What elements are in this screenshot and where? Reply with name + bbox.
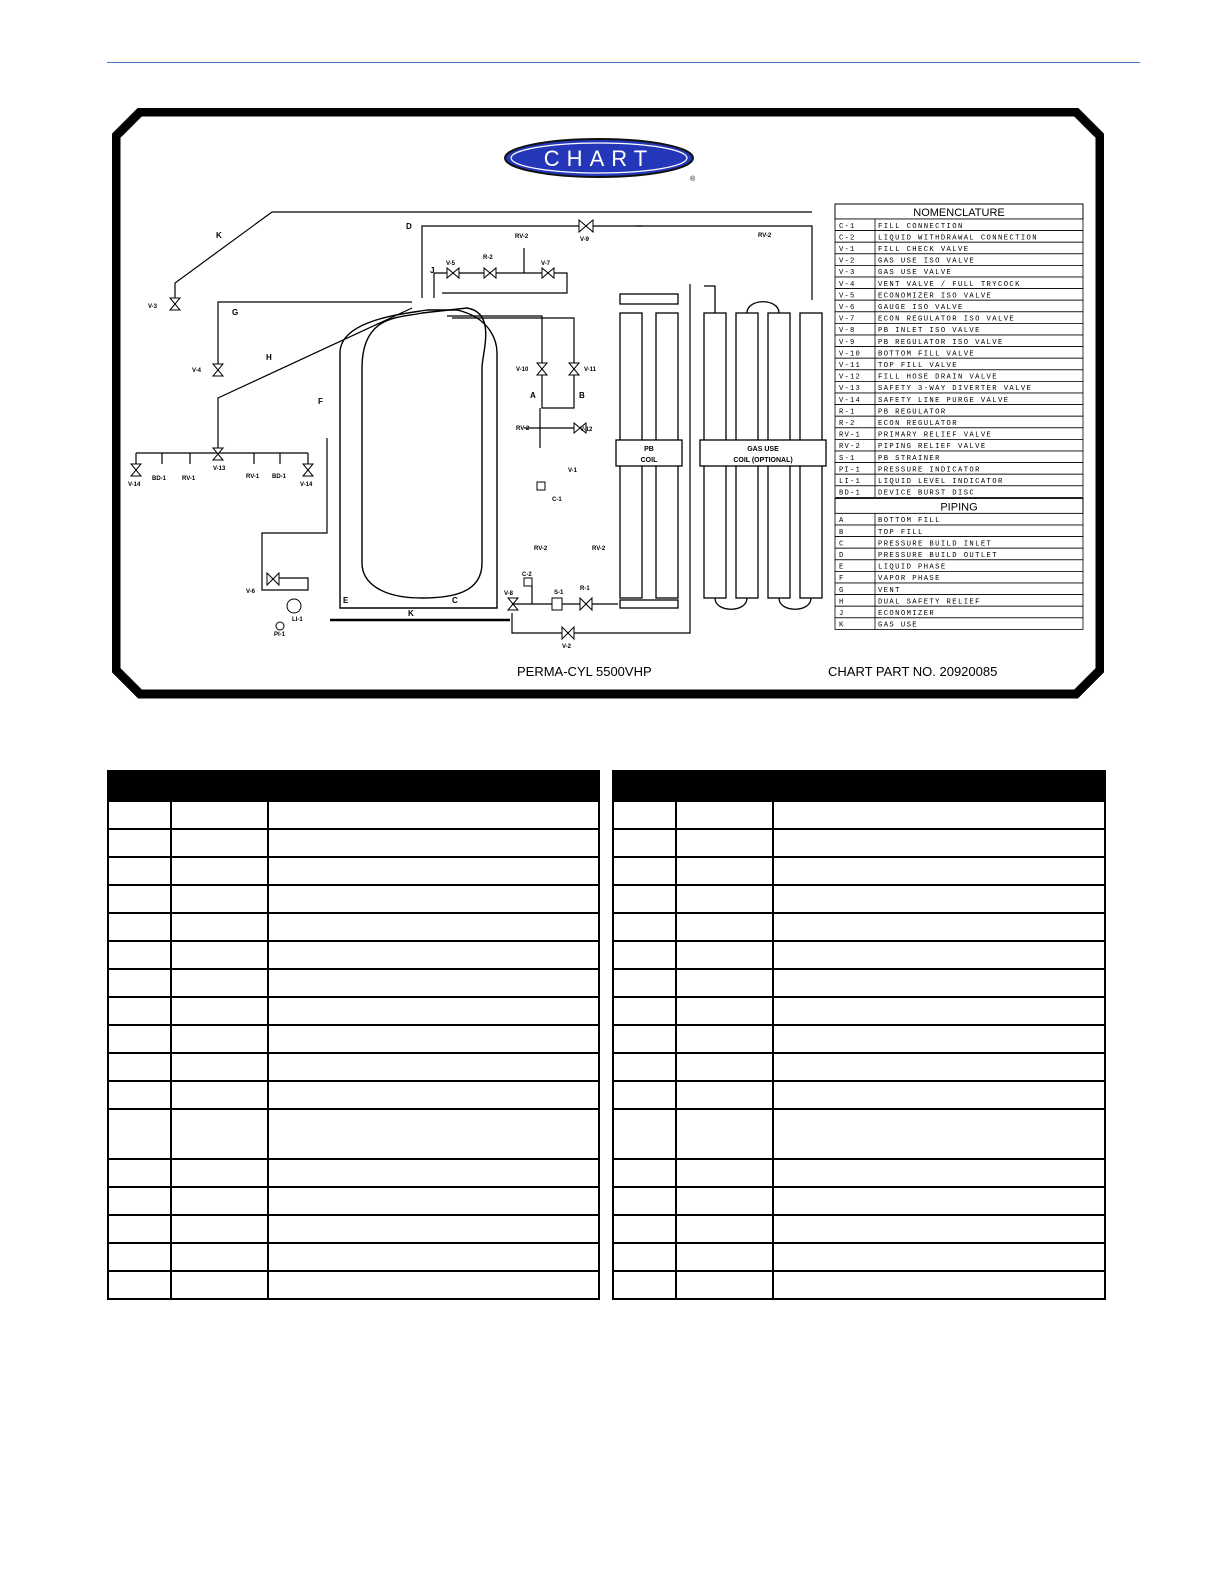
table-cell (773, 1053, 1105, 1081)
nomenclature-desc: TOP FILL VALVE (878, 362, 958, 370)
nomenclature-code: V-8 (839, 327, 856, 336)
table-cell (268, 1109, 599, 1159)
table-cell (613, 829, 676, 857)
piping-desc: DUAL SAFETY RELIEF (878, 598, 981, 607)
svg-text:BD-1: BD-1 (272, 474, 287, 480)
gas-coil-label-2: COIL (OPTIONAL) (733, 457, 793, 464)
table-row (108, 1187, 599, 1215)
table-cell (171, 885, 268, 913)
table-row (613, 1053, 1105, 1081)
table-cell (613, 913, 676, 941)
logo-mark: ® (690, 176, 696, 183)
piping-code: H (839, 598, 845, 607)
table-cell (676, 1271, 773, 1299)
table-row (613, 1159, 1105, 1187)
table-row (108, 1243, 599, 1271)
table-row (613, 829, 1105, 857)
nomenclature-code: R-1 (839, 408, 856, 417)
table-row (108, 885, 599, 913)
table-cell (773, 1025, 1105, 1053)
strainer-s1 (552, 598, 562, 610)
table-row (108, 913, 599, 941)
table-row (613, 1109, 1105, 1159)
table-cell (613, 1271, 676, 1299)
table-cell (108, 885, 171, 913)
nomenclature-code: V-7 (839, 315, 856, 324)
table-cell (613, 1187, 676, 1215)
svg-text:C-2: C-2 (522, 572, 532, 578)
header-cell (613, 771, 676, 801)
table-cell (676, 829, 773, 857)
gauge-pi1 (276, 622, 284, 630)
nomenclature-code: R-2 (839, 420, 856, 428)
svg-text:E: E (343, 596, 349, 605)
nomenclature-desc: SAFETY 3-WAY DIVERTER VALVE (878, 385, 1033, 394)
nomenclature-desc: PB REGULATOR (878, 408, 947, 417)
svg-text:V-13: V-13 (213, 466, 226, 472)
table-cell (171, 857, 268, 885)
table-cell (613, 801, 676, 829)
top-rule (107, 62, 1140, 63)
nomenclature-code: PI-1 (839, 466, 862, 475)
table-cell (171, 801, 268, 829)
header-cell (171, 771, 268, 801)
svg-text:V-8: V-8 (504, 591, 514, 597)
table-cell (171, 1271, 268, 1299)
table-row (613, 997, 1105, 1025)
svg-text:D: D (406, 222, 412, 231)
table-cell (676, 857, 773, 885)
table-cell (676, 1215, 773, 1243)
nomenclature-code: LI-1 (839, 478, 862, 486)
table-cell (613, 1109, 676, 1159)
svg-text:V-2: V-2 (562, 644, 572, 650)
table-cell (108, 1243, 171, 1271)
table-row (613, 913, 1105, 941)
nomenclature-code: V-4 (839, 280, 856, 289)
table-cell (613, 997, 676, 1025)
table-cell (676, 941, 773, 969)
table-cell (108, 1053, 171, 1081)
table-cell (108, 801, 171, 829)
nomenclature-code: BD-1 (839, 489, 862, 498)
table-cell (171, 1243, 268, 1271)
svg-text:RV-1: RV-1 (246, 474, 260, 480)
table-cell (676, 1159, 773, 1187)
nomenclature-desc: PIPING RELIEF VALVE (878, 443, 987, 452)
table-cell (773, 1109, 1105, 1159)
table-cell (773, 829, 1105, 857)
nomenclature-desc: PB INLET ISO VALVE (878, 327, 981, 336)
blank-table-left (107, 770, 600, 1300)
table-row (108, 1159, 599, 1187)
table-cell (613, 969, 676, 997)
table-cell (108, 1081, 171, 1109)
model-label: PERMA-CYL 5500VHP (517, 664, 652, 679)
table-cell (268, 1271, 599, 1299)
piping-code: K (839, 621, 845, 630)
table-row (613, 1025, 1105, 1053)
nomenclature-desc: GAUGE ISO VALVE (878, 304, 964, 312)
nomenclature-code: V-1 (839, 246, 856, 254)
blank-table-right (612, 770, 1106, 1300)
nomenclature-desc: GAS USE VALVE (878, 269, 953, 278)
table-cell (613, 1215, 676, 1243)
piping-desc: VENT (878, 586, 901, 595)
nomenclature-code: C-1 (839, 222, 856, 231)
table-cell (268, 1187, 599, 1215)
nomenclature-code: V-11 (839, 362, 862, 370)
svg-text:V-1: V-1 (568, 468, 578, 474)
nomenclature-desc: BOTTOM FILL VALVE (878, 350, 976, 359)
logo-text: CHART (543, 146, 655, 171)
table-cell (108, 829, 171, 857)
header-cell (268, 771, 599, 801)
table-row (613, 1081, 1105, 1109)
table-cell (171, 1025, 268, 1053)
pb-coil-label-1: PB (644, 446, 654, 453)
table-cell (108, 913, 171, 941)
table-cell (108, 1159, 171, 1187)
svg-text:K: K (216, 231, 222, 240)
table-cell (171, 913, 268, 941)
table-cell (108, 1271, 171, 1299)
table-row (613, 801, 1105, 829)
header-cell (108, 771, 171, 801)
table-cell (773, 969, 1105, 997)
table-cell (773, 1243, 1105, 1271)
table-cell (171, 969, 268, 997)
nomenclature-desc: SAFETY LINE PURGE VALVE (878, 396, 1010, 405)
table-cell (108, 1187, 171, 1215)
svg-text:RV-2: RV-2 (516, 426, 530, 432)
table-row (613, 1243, 1105, 1271)
table-row (108, 1081, 599, 1109)
table-cell (108, 1025, 171, 1053)
piping-code: A (839, 517, 845, 526)
piping-schematic (112, 108, 1104, 700)
table-cell (171, 829, 268, 857)
header-cell (676, 771, 773, 801)
part-number-label: CHART PART NO. 20920085 (828, 664, 998, 679)
table-cell (268, 801, 599, 829)
nomenclature-code: V-5 (839, 292, 856, 301)
svg-text:RV-2: RV-2 (758, 233, 772, 239)
table-cell (108, 1215, 171, 1243)
table-row (108, 829, 599, 857)
table-cell (773, 1081, 1105, 1109)
svg-text:V-11: V-11 (584, 367, 597, 373)
table-cell (676, 1081, 773, 1109)
table-cell (268, 1081, 599, 1109)
table-cell (613, 1081, 676, 1109)
table-cell (773, 801, 1105, 829)
table-row (108, 1271, 599, 1299)
table-cell (268, 1159, 599, 1187)
nomenclature-code: V-2 (839, 257, 856, 266)
table-cell (268, 997, 599, 1025)
svg-text:V-4: V-4 (192, 368, 202, 374)
table-row (108, 801, 599, 829)
table-row (613, 941, 1105, 969)
table-row (108, 1053, 599, 1081)
svg-text:V-10: V-10 (516, 367, 529, 373)
table-cell (108, 857, 171, 885)
nomenclature-code: C-2 (839, 234, 856, 243)
gauge-li1 (287, 599, 301, 613)
table-row (613, 857, 1105, 885)
svg-text:K: K (408, 609, 414, 618)
table-cell (773, 1271, 1105, 1299)
table-cell (613, 1243, 676, 1271)
pb-coil-label-2: COIL (640, 457, 658, 464)
table-cell (268, 913, 599, 941)
table-cell (676, 1025, 773, 1053)
nomenclature-desc: PB REGULATOR ISO VALVE (878, 338, 1004, 347)
table-row (108, 1109, 599, 1159)
table-row (613, 969, 1105, 997)
nomenclature-code: V-6 (839, 304, 856, 312)
table-cell (268, 941, 599, 969)
table-cell (108, 997, 171, 1025)
table-row (613, 1271, 1105, 1299)
nomenclature-desc: FILL CONNECTION (878, 222, 964, 231)
svg-text:R-1: R-1 (580, 586, 590, 592)
table-cell (773, 997, 1105, 1025)
table-cell (108, 969, 171, 997)
svg-text:RV-2: RV-2 (592, 546, 606, 552)
table-cell (613, 885, 676, 913)
piping-code: D (839, 552, 845, 560)
nomenclature-desc: PRESSURE INDICATOR (878, 466, 981, 475)
table-cell (773, 1215, 1105, 1243)
table-cell (171, 1081, 268, 1109)
nomenclature-desc: PB STRAINER (878, 454, 941, 463)
table-cell (108, 1109, 171, 1159)
nomenclature-code: V-14 (839, 396, 862, 405)
svg-text:G: G (232, 308, 239, 317)
table-cell (676, 969, 773, 997)
nomenclature-code: RV-1 (839, 431, 862, 440)
table-row (613, 885, 1105, 913)
piping-desc: GAS USE (878, 621, 918, 630)
table-cell (268, 1053, 599, 1081)
nomenclature-desc: LIQUID WITHDRAWAL CONNECTION (878, 234, 1038, 243)
table-cell (676, 1109, 773, 1159)
nomenclature-desc: FILL CHECK VALVE (878, 246, 970, 254)
table-cell (613, 941, 676, 969)
table-cell (171, 1187, 268, 1215)
piping-desc: LIQUID PHASE (878, 563, 947, 572)
svg-text:C-1: C-1 (552, 497, 562, 503)
nomenclature-desc: VENT VALVE / FULL TRYCOCK (878, 280, 1021, 289)
svg-text:BD-1: BD-1 (152, 476, 167, 482)
table-cell (676, 1187, 773, 1215)
table-cell (171, 941, 268, 969)
nomenclature-code: RV-2 (839, 443, 862, 452)
table-cell (171, 1053, 268, 1081)
table-cell (268, 969, 599, 997)
svg-text:LI-1: LI-1 (292, 617, 303, 623)
table-cell (773, 1187, 1105, 1215)
svg-text:V-3: V-3 (148, 304, 158, 310)
svg-text:A: A (530, 391, 536, 400)
piping-code: C (839, 540, 845, 549)
table-cell (676, 1053, 773, 1081)
svg-text:RV-2: RV-2 (515, 234, 529, 240)
svg-text:V-7: V-7 (541, 261, 551, 267)
piping-desc: PRESSURE BUILD INLET (878, 540, 993, 549)
nomenclature-desc: FILL HOSE DRAIN VALVE (878, 373, 998, 382)
table-cell (171, 1215, 268, 1243)
svg-text:RV-1: RV-1 (182, 476, 196, 482)
conn-c2 (524, 578, 532, 586)
table-row (108, 1215, 599, 1243)
svg-text:V-9: V-9 (580, 237, 590, 243)
piping-title: PIPING (940, 501, 978, 514)
table-row (108, 969, 599, 997)
svg-text:V-12: V-12 (580, 427, 593, 433)
table-row (108, 997, 599, 1025)
table-row (108, 941, 599, 969)
table-cell (676, 801, 773, 829)
svg-text:F: F (318, 397, 323, 406)
nomenclature-code: S-1 (839, 454, 856, 463)
table-row (108, 1025, 599, 1053)
table-cell (268, 1025, 599, 1053)
nomenclature-code: V-12 (839, 373, 862, 382)
svg-text:J: J (430, 266, 435, 275)
svg-text:V-5: V-5 (446, 261, 456, 267)
svg-text:H: H (266, 353, 272, 362)
piping-desc: TOP FILL (878, 528, 924, 537)
piping-code: G (839, 586, 845, 595)
svg-text:R-2: R-2 (483, 255, 493, 261)
nomenclature-code: V-13 (839, 385, 862, 394)
table-cell (268, 885, 599, 913)
table-cell (773, 941, 1105, 969)
svg-text:PI-1: PI-1 (274, 632, 286, 638)
nomenclature-desc: ECONOMIZER ISO VALVE (878, 292, 993, 301)
svg-text:S-1: S-1 (554, 590, 564, 596)
table-cell (613, 1053, 676, 1081)
nomenclature-desc: PRIMARY RELIEF VALVE (878, 431, 993, 440)
table-cell (268, 829, 599, 857)
legend (835, 204, 1083, 630)
nomenclature-code: V-9 (839, 338, 856, 347)
table-row (108, 857, 599, 885)
svg-text:V-14: V-14 (128, 482, 141, 488)
conn-c1 (537, 482, 545, 490)
table-cell (108, 941, 171, 969)
piping-desc: VAPOR PHASE (878, 575, 941, 584)
nomenclature-desc: GAS USE ISO VALVE (878, 257, 976, 266)
piping-desc: PRESSURE BUILD OUTLET (878, 552, 998, 560)
table-row (613, 1187, 1105, 1215)
table-cell (171, 997, 268, 1025)
table-cell (268, 1243, 599, 1271)
nomenclature-desc: ECON REGULATOR (878, 420, 958, 428)
table-cell (171, 1109, 268, 1159)
table-cell (773, 913, 1105, 941)
gas-coil-label-1: GAS USE (747, 446, 779, 453)
svg-text:V-14: V-14 (300, 482, 313, 488)
nomenclature-desc: LIQUID LEVEL INDICATOR (878, 478, 1004, 486)
table-cell (613, 857, 676, 885)
table-cell (676, 913, 773, 941)
nomenclature-title: NOMENCLATURE (913, 207, 1005, 219)
table-cell (773, 885, 1105, 913)
nomenclature-desc: ECON REGULATOR ISO VALVE (878, 315, 1016, 324)
table-cell (676, 885, 773, 913)
svg-text:RV-2: RV-2 (534, 546, 548, 552)
table-cell (268, 1215, 599, 1243)
header-cell (773, 771, 1105, 801)
table-row (613, 1215, 1105, 1243)
table-cell (613, 1159, 676, 1187)
table-cell (676, 1243, 773, 1271)
table-cell (613, 1025, 676, 1053)
svg-text:C: C (452, 596, 458, 605)
table-cell (676, 997, 773, 1025)
table-cell (268, 857, 599, 885)
nomenclature-desc: DEVICE BURST DISC (878, 489, 976, 498)
nomenclature-code: V-3 (839, 269, 856, 278)
piping-desc: BOTTOM FILL (878, 517, 941, 526)
piping-code: J (839, 610, 845, 618)
piping-desc: ECONOMIZER (878, 610, 936, 618)
svg-text:V-6: V-6 (246, 589, 256, 595)
table-cell (171, 1159, 268, 1187)
table-cell (773, 1159, 1105, 1187)
nomenclature-code: V-10 (839, 350, 862, 359)
piping-code: B (839, 528, 845, 537)
table-cell (773, 857, 1105, 885)
piping-code: F (839, 575, 845, 584)
piping-code: E (839, 563, 845, 572)
svg-text:B: B (579, 391, 585, 400)
